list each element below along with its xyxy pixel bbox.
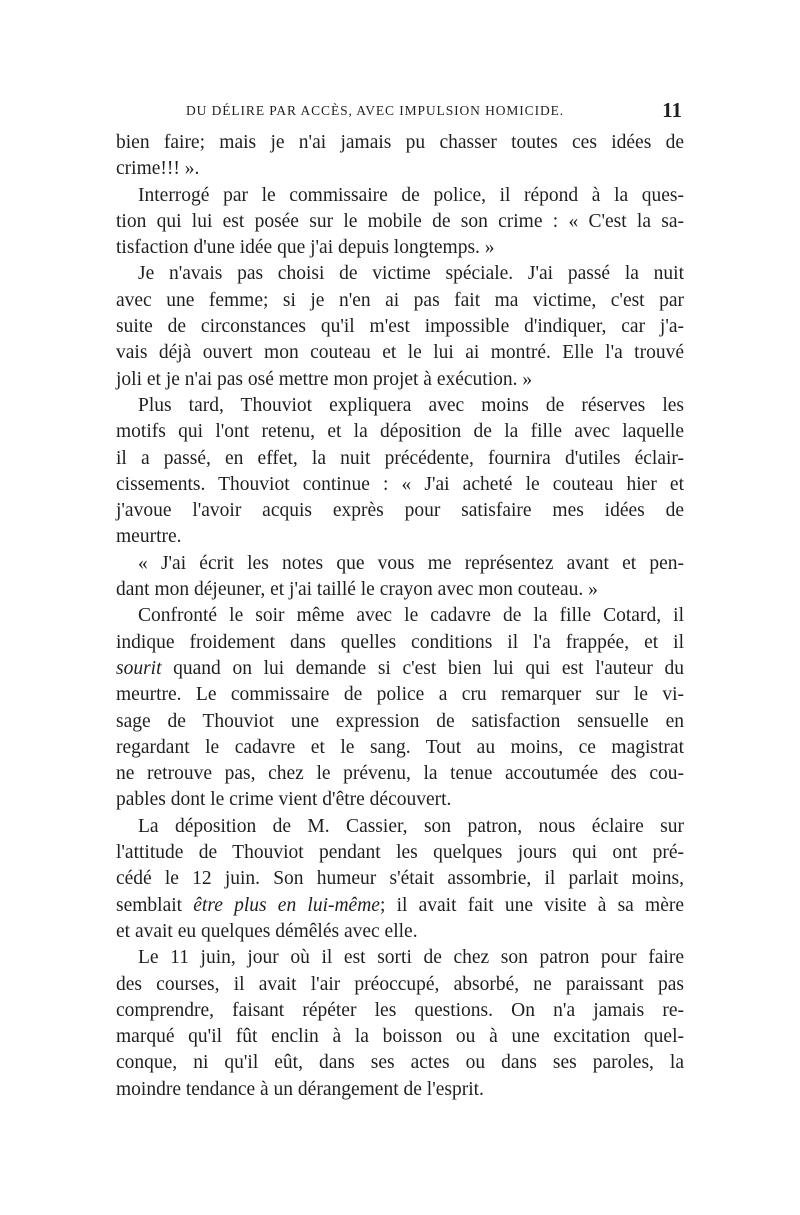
- text-line: conque, ni qu'il eût, dans ses actes ou dans ses paroles, la: [116, 1052, 684, 1074]
- text-line: joli et je n'ai pas osé mettre mon projet à exécution. »: [116, 368, 533, 390]
- text-line: il a passé, en effet, la nuit précédente, fournira d'utiles éclair-: [116, 447, 684, 469]
- text-line: moindre tendance à un dérangement de l'esprit.: [116, 1078, 484, 1100]
- text-line: marqué qu'il fût enclin à la boisson ou à une excitation quel-: [116, 1026, 684, 1048]
- text-line: cissements. Thouviot continue : « J'ai acheté le couteau hier et: [116, 473, 684, 495]
- text-line: ne retrouve pas, chez le prévenu, la tenue accoutumée des cou-: [116, 763, 684, 785]
- text-line: vais déjà ouvert mon couteau et le lui ai montré. Elle l'a trouvé: [116, 342, 684, 364]
- text-line: bien faire; mais je n'ai jamais pu chasser toutes ces idées de: [116, 132, 684, 153]
- text-line: j'avoue l'avoir acquis exprès pour satisfaire mes idées de: [116, 500, 684, 522]
- text-line: des courses, il avait l'air préoccupé, absorbé, ne paraissant pas: [116, 973, 684, 995]
- text-run: semblait: [116, 894, 194, 916]
- paragraph-first-line: « J'ai écrit les notes que vous me représentez avant et pen-: [138, 552, 684, 574]
- text-line: l'attitude de Thouviot pendant les quelques jours qui ont pré-: [116, 842, 684, 864]
- text-line: motifs qui l'ont retenu, et la déposition de la fille avec laquelle: [116, 421, 684, 443]
- italic-phrase: être plus en lui-même: [193, 894, 380, 916]
- text-line: et avait eu quelques démêlés avec elle.: [116, 920, 418, 942]
- italic-word: sourit: [116, 657, 162, 679]
- paragraph-first-line: Interrogé par le commissaire de police, il répond à la ques-: [138, 184, 684, 206]
- text-line: dant mon déjeuner, et j'ai taillé le crayon avec mon couteau. »: [116, 579, 598, 601]
- paragraph-first-line: Confronté le soir même avec le cadavre de la fille Cotard, il: [138, 605, 684, 627]
- text-line: indique froidement dans quelles conditions il l'a frappée, et il: [116, 631, 684, 653]
- text-line: crime!!! ».: [116, 158, 200, 180]
- paragraph-first-line: La déposition de M. Cassier, son patron, nous éclaire sur: [138, 815, 684, 837]
- text-line: comprendre, faisant répéter les questions. On n'a jamais re-: [116, 999, 684, 1021]
- body-text: [116, 130, 684, 1103]
- page-number: 11: [662, 98, 682, 122]
- text-line: [116, 893, 684, 919]
- text-line: tion qui lui est posée sur le mobile de son crime : « C'est la sa-: [116, 210, 684, 232]
- text-line: [116, 656, 684, 682]
- text-line: sage de Thouviot une expression de satisfaction sensuelle en: [116, 710, 684, 732]
- running-title: DU DÉLIRE PAR ACCÈS, AVEC IMPULSION HOMICIDE.: [186, 103, 565, 118]
- paragraph-first-line: Le 11 juin, jour où il est sorti de chez son patron pour faire: [138, 947, 684, 969]
- text-line: tisfaction d'une idée que j'ai depuis longtemps. »: [116, 237, 495, 259]
- text-run: quand on lui demande si c'est bien lui qui est l'auteur du: [161, 657, 684, 679]
- paragraph-first-line: Je n'avais pas choisi de victime spéciale. J'ai passé la nuit: [138, 263, 684, 285]
- text-line: suite de circonstances qu'il m'est impossible d'indiquer, car j'a-: [116, 316, 684, 338]
- text-line: avec une femme; si je n'en ai pas fait ma victime, c'est par: [116, 289, 684, 311]
- text-line: cédé le 12 juin. Son humeur s'était assombrie, il parlait moins,: [116, 868, 684, 890]
- text-line: regardant le cadavre et le sang. Tout au moins, ce magistrat: [116, 736, 684, 758]
- paragraph-first-line: Plus tard, Thouviot expliquera avec moins de réserves les: [138, 394, 684, 416]
- text-line: pables dont le crime vient d'être découvert.: [116, 789, 452, 811]
- text-line: meurtre.: [116, 526, 182, 548]
- running-head: [116, 98, 684, 124]
- text-run: ; il avait fait une visite à sa mère: [379, 894, 684, 916]
- text-line: meurtre. Le commissaire de police a cru remarquer sur le vi-: [116, 684, 684, 706]
